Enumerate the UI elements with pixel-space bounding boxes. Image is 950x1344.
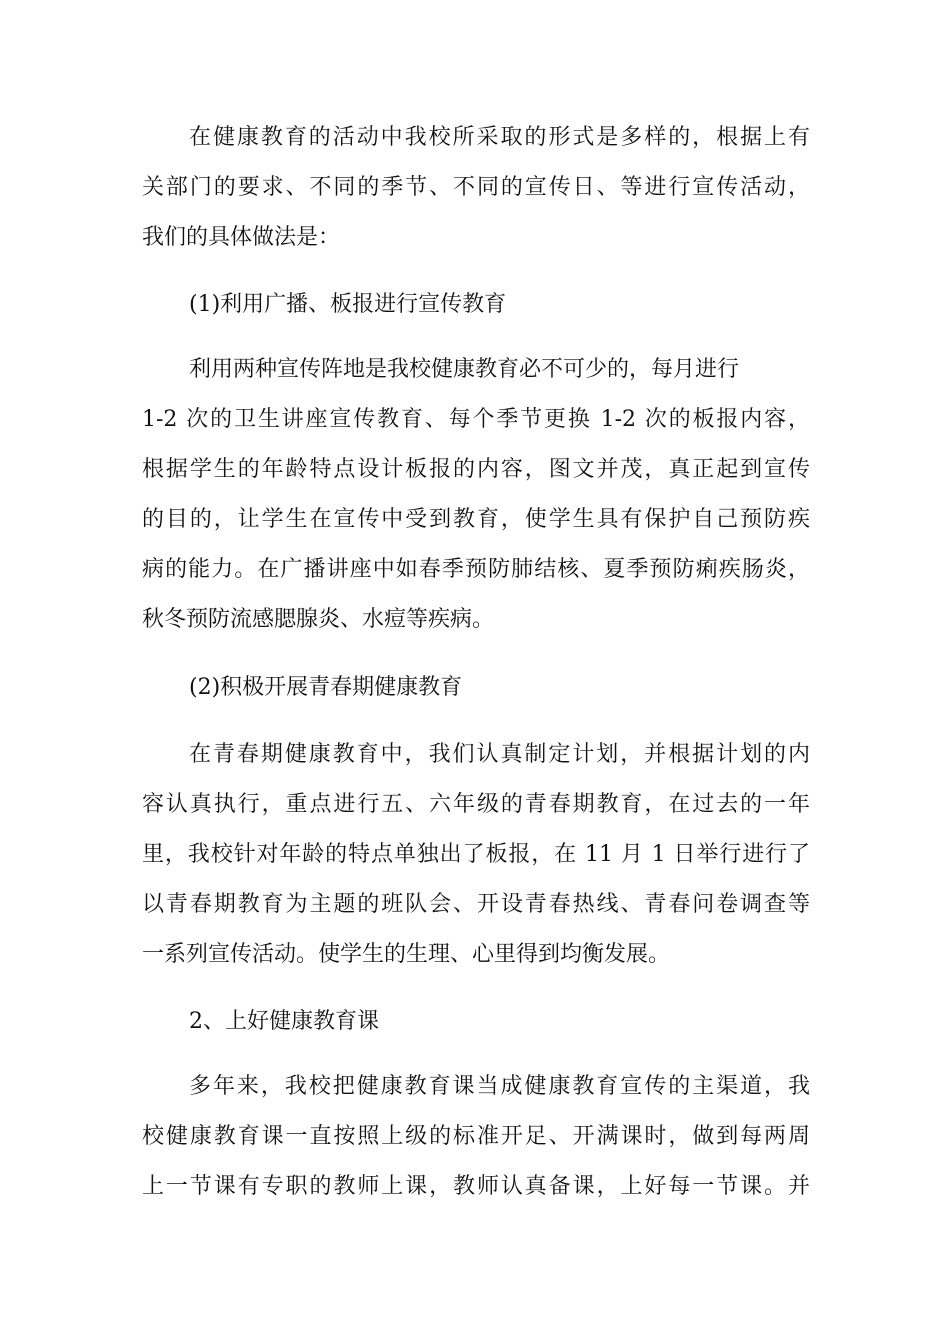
paragraph-line: 上一节课有专职的教师上课，教师认真备课，上好每一节课。并: [142, 1174, 810, 1199]
section-heading-broadcast: [142, 280, 810, 330]
paragraph-line: 校健康教育课一直按照上级的标准开足、开满课时，做到每两周: [142, 1124, 810, 1149]
paragraph-line: 在健康教育的活动中我校所采取的形式是多样的，根据上有: [189, 125, 810, 150]
paragraph-line: 容认真执行，重点进行五、六年级的青春期教育，在过去的一年: [142, 792, 810, 817]
heading-text: (1)利用广播、板报进行宣传教育: [189, 292, 507, 317]
paragraph-line: 以青春期教育为主题的班队会、开设青春热线、青春问卷调查等: [142, 892, 810, 917]
section-heading-adolescence: [142, 663, 810, 713]
paragraph-adolescence: [142, 730, 810, 980]
heading-text: 2、上好健康教育课: [189, 1009, 379, 1034]
paragraph-line: 关部门的要求、不同的季节、不同的宣传日、等进行宣传活动，: [142, 175, 810, 200]
paragraph-line: 秋冬预防流感腮腺炎、水痘等疾病。: [142, 607, 495, 632]
paragraph-line: 一系列宣传活动。使学生的生理、心里得到均衡发展。: [142, 942, 671, 967]
paragraph-health-class: [142, 1062, 810, 1212]
paragraph-line: 多年来，我校把健康教育课当成健康教育宣传的主渠道，我: [189, 1074, 810, 1099]
heading-text: (2)积极开展青春期健康教育: [189, 675, 463, 700]
paragraph-line: 我们的具体做法是：: [142, 225, 341, 250]
paragraph-line: 利用两种宣传阵地是我校健康教育必不可少的，每月进行: [189, 357, 740, 382]
paragraph-line: 里，我校针对年龄的特点单独出了板报，在 11 月 1 日举行进行了: [142, 842, 810, 867]
paragraph-line: 1-2 次的卫生讲座宣传教育、每个季节更换 1-2 次的板报内容，: [142, 407, 810, 432]
paragraph-broadcast: [142, 345, 810, 645]
paragraph-line: 的目的，让学生在宣传中受到教育，使学生具有保护自己预防疾: [142, 507, 810, 532]
paragraph-line: 在青春期健康教育中，我们认真制定计划，并根据计划的内: [189, 742, 810, 767]
paragraph-intro: [142, 113, 810, 263]
section-heading-health-class: [142, 997, 810, 1047]
paragraph-line: 病的能力。在广播讲座中如春季预防肺结核、夏季预防痢疾肠炎，: [142, 557, 810, 582]
paragraph-line: 根据学生的年龄特点设计板报的内容，图文并茂，真正起到宣传: [142, 457, 810, 482]
